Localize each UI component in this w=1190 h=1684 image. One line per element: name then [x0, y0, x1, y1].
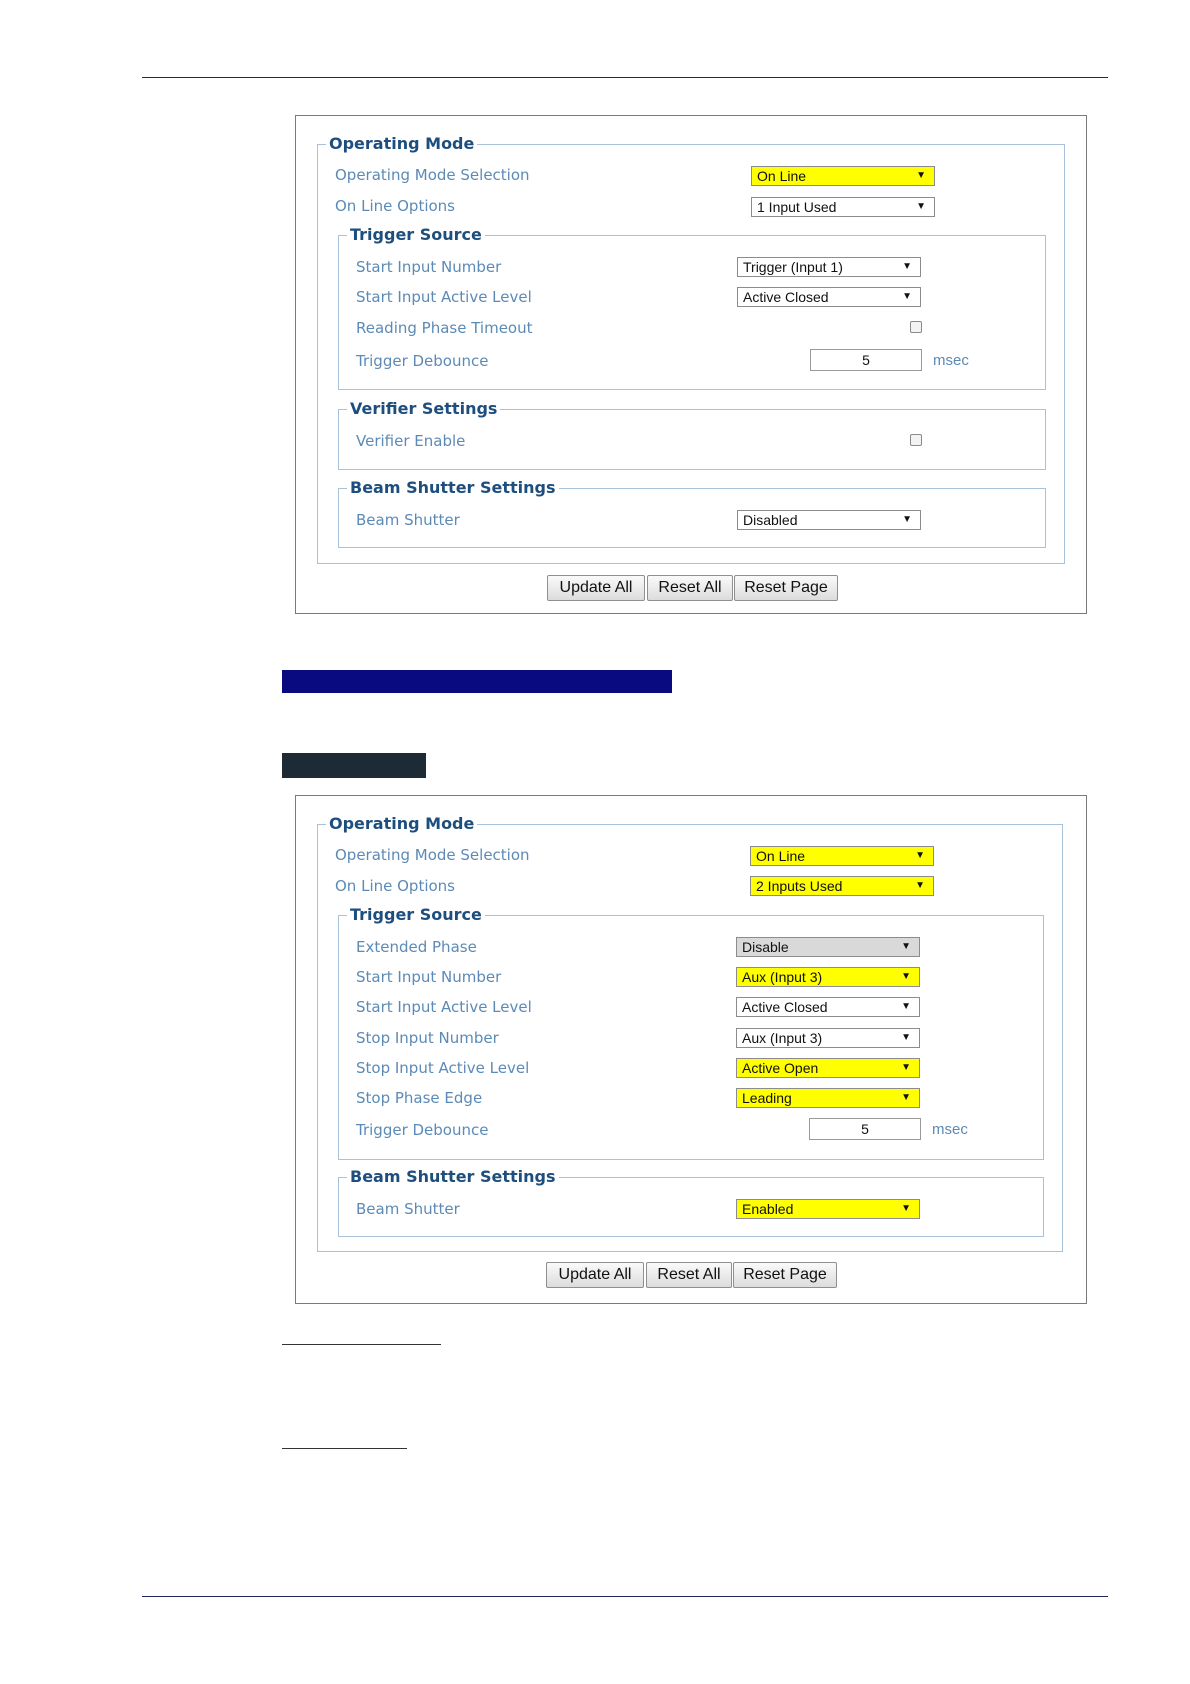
- trigger-debounce-input[interactable]: 5: [810, 349, 922, 371]
- reset-all-button[interactable]: Reset All: [647, 575, 733, 601]
- dropdown-arrow-icon: ▼: [901, 1001, 911, 1012]
- online-options-value: 2 Inputs Used: [756, 878, 843, 894]
- stop-input-number-value: Aux (Input 3): [742, 1030, 823, 1046]
- beam-shutter-settings-legend: Beam Shutter Settings: [347, 1167, 559, 1187]
- verifier-enable-label: Verifier Enable: [356, 432, 466, 450]
- update-all-button[interactable]: Update All: [547, 575, 645, 601]
- stop-input-active-level-label: Stop Input Active Level: [356, 1059, 530, 1077]
- online-options-select[interactable]: [750, 876, 934, 896]
- dropdown-arrow-icon: ▼: [915, 850, 925, 861]
- operating-mode-selection-label: Operating Mode Selection: [335, 166, 530, 184]
- trigger-debounce-unit: msec: [933, 352, 969, 369]
- operating-mode-legend: Operating Mode: [326, 134, 477, 154]
- trigger-source-legend: Trigger Source: [347, 905, 485, 925]
- online-options-label: On Line Options: [335, 877, 455, 895]
- reset-page-button[interactable]: Reset Page: [733, 1262, 837, 1288]
- start-input-number-value: Trigger (Input 1): [743, 259, 843, 275]
- redacted-underline: [282, 1448, 407, 1449]
- dropdown-arrow-icon: ▼: [901, 1062, 911, 1073]
- stop-input-active-level-select[interactable]: [736, 1058, 920, 1078]
- operating-mode-fieldset: [317, 814, 1063, 1252]
- beam-shutter-label: Beam Shutter: [356, 511, 460, 529]
- start-input-number-value: Aux (Input 3): [742, 969, 823, 985]
- stop-phase-edge-value: Leading: [742, 1090, 792, 1106]
- trigger-debounce-label: Trigger Debounce: [356, 352, 489, 370]
- dropdown-arrow-icon: ▼: [901, 1032, 911, 1043]
- start-input-active-level-select[interactable]: [736, 997, 920, 1017]
- operating-mode-selection-select[interactable]: [751, 166, 935, 186]
- beam-shutter-value: Enabled: [742, 1201, 794, 1217]
- section-heading-bar: [282, 670, 672, 693]
- operating-mode-selection-label: Operating Mode Selection: [335, 846, 530, 864]
- online-options-value: 1 Input Used: [757, 199, 837, 215]
- online-options-label: On Line Options: [335, 197, 455, 215]
- stop-phase-edge-label: Stop Phase Edge: [356, 1089, 483, 1107]
- start-input-active-level-value: Active Closed: [742, 999, 828, 1015]
- beam-shutter-value: Disabled: [743, 512, 798, 528]
- dropdown-arrow-icon: ▼: [902, 261, 912, 272]
- redacted-underline: [282, 1344, 441, 1345]
- stop-input-number-label: Stop Input Number: [356, 1029, 499, 1047]
- online-options-select[interactable]: [751, 197, 935, 217]
- operating-mode-fieldset: [317, 134, 1065, 564]
- stop-phase-edge-select[interactable]: [736, 1088, 920, 1108]
- start-input-number-select[interactable]: [736, 967, 920, 987]
- start-input-number-label: Start Input Number: [356, 258, 502, 276]
- dropdown-arrow-icon: ▼: [901, 971, 911, 982]
- start-input-active-level-label: Start Input Active Level: [356, 288, 532, 306]
- operating-mode-selection-value: On Line: [756, 848, 806, 864]
- trigger-source-legend: Trigger Source: [347, 225, 485, 245]
- beam-shutter-select[interactable]: [736, 1199, 920, 1219]
- verifier-enable-checkbox[interactable]: [910, 434, 922, 446]
- footer-rule: [142, 1596, 1108, 1597]
- operating-mode-selection-select[interactable]: [750, 846, 934, 866]
- subsection-heading-bar: [282, 753, 426, 778]
- extended-phase-label: Extended Phase: [356, 938, 477, 956]
- reading-phase-timeout-checkbox[interactable]: [910, 321, 922, 333]
- verifier-settings-legend: Verifier Settings: [347, 399, 500, 419]
- beam-shutter-label: Beam Shutter: [356, 1200, 460, 1218]
- dropdown-arrow-icon: ▼: [902, 514, 912, 525]
- start-input-active-level-select[interactable]: [737, 287, 921, 307]
- config-panel-online-2-inputs: [295, 795, 1087, 1304]
- update-all-button[interactable]: Update All: [546, 1262, 644, 1288]
- dropdown-arrow-icon: ▼: [916, 201, 926, 212]
- operating-mode-selection-value: On Line: [757, 168, 807, 184]
- dropdown-arrow-icon: ▼: [901, 1092, 911, 1103]
- beam-shutter-settings-legend: Beam Shutter Settings: [347, 478, 559, 498]
- start-input-number-select[interactable]: [737, 257, 921, 277]
- start-input-active-level-value: Active Closed: [743, 289, 829, 305]
- reset-page-button[interactable]: Reset Page: [734, 575, 838, 601]
- beam-shutter-select[interactable]: [737, 510, 921, 530]
- verifier-settings-fieldset: [338, 399, 1046, 470]
- extended-phase-value: Disable: [742, 939, 789, 955]
- dropdown-arrow-icon: ▼: [915, 880, 925, 891]
- reset-all-button[interactable]: Reset All: [646, 1262, 732, 1288]
- stop-input-active-level-value: Active Open: [742, 1060, 819, 1076]
- extended-phase-select[interactable]: [736, 937, 920, 957]
- operating-mode-legend: Operating Mode: [326, 814, 477, 834]
- start-input-number-label: Start Input Number: [356, 968, 502, 986]
- start-input-active-level-label: Start Input Active Level: [356, 998, 532, 1016]
- stop-input-number-select[interactable]: [736, 1028, 920, 1048]
- dropdown-arrow-icon: ▼: [916, 170, 926, 181]
- header-rule: [142, 77, 1108, 78]
- dropdown-arrow-icon: ▼: [901, 941, 911, 952]
- dropdown-arrow-icon: ▼: [901, 1203, 911, 1214]
- trigger-debounce-input[interactable]: 5: [809, 1118, 921, 1140]
- beam-shutter-settings-fieldset: [338, 478, 1046, 548]
- trigger-debounce-label: Trigger Debounce: [356, 1121, 489, 1139]
- config-panel-online-1-input: [295, 115, 1087, 614]
- trigger-source-fieldset: [338, 905, 1044, 1160]
- trigger-debounce-unit: msec: [932, 1121, 968, 1138]
- reading-phase-timeout-label: Reading Phase Timeout: [356, 319, 533, 337]
- trigger-source-fieldset: [338, 225, 1046, 390]
- beam-shutter-settings-fieldset: [338, 1167, 1044, 1237]
- dropdown-arrow-icon: ▼: [902, 291, 912, 302]
